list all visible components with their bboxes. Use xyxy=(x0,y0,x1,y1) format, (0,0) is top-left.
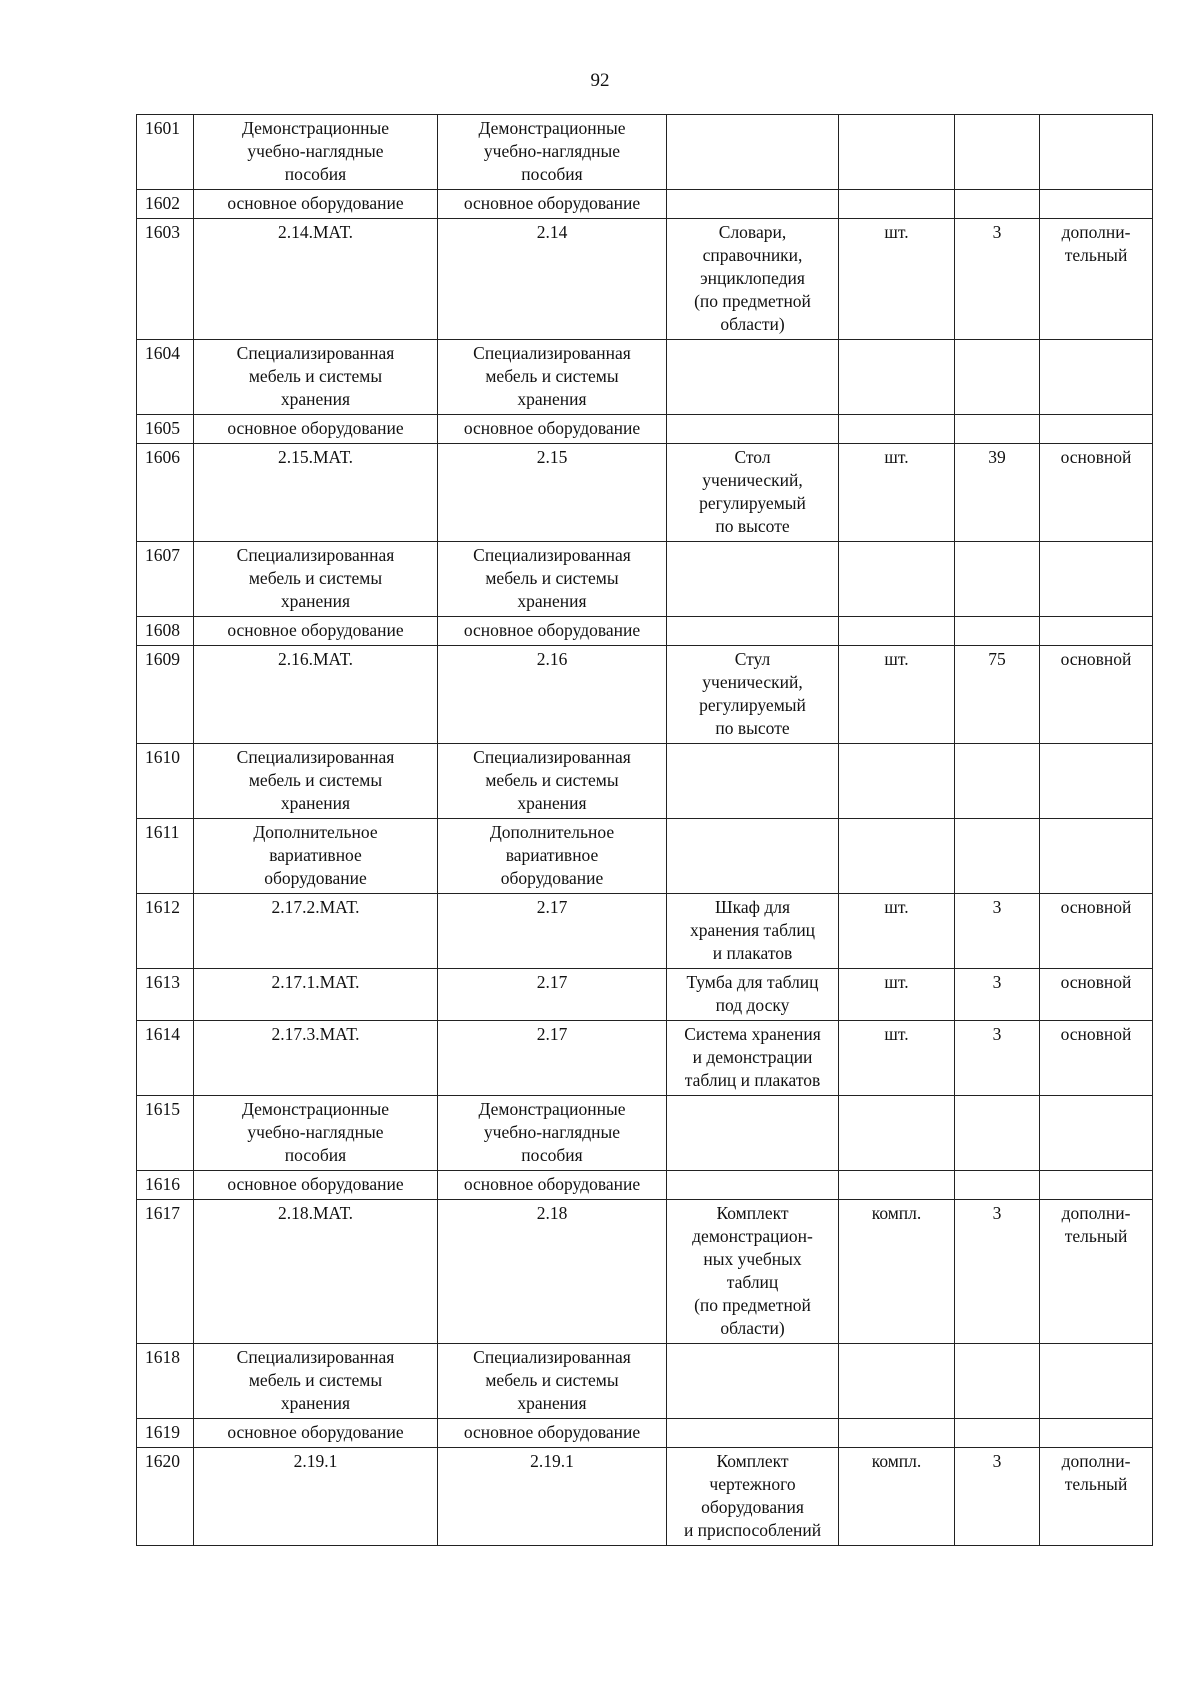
equipment-type-cell xyxy=(1040,744,1153,819)
equipment-type-cell: основной xyxy=(1040,969,1153,1021)
table-row xyxy=(137,340,1153,415)
unit-cell xyxy=(839,1096,955,1171)
unit-cell: шт. xyxy=(839,646,955,744)
equipment-type-cell xyxy=(1040,415,1153,444)
section-code-cell: 2.17.2.МАТ. xyxy=(194,894,438,969)
section-ref-cell: Специализированная мебель и системы хранения xyxy=(438,340,667,415)
table-row xyxy=(137,969,1153,1021)
row-number-cell: 1606 xyxy=(137,444,194,542)
section-ref-cell: основное оборудование xyxy=(438,1171,667,1200)
section-code-cell: 2.19.1 xyxy=(194,1448,438,1546)
equipment-type-cell xyxy=(1040,1419,1153,1448)
equipment-type-cell xyxy=(1040,1171,1153,1200)
unit-cell: компл. xyxy=(839,1200,955,1344)
section-ref-cell: 2.15 xyxy=(438,444,667,542)
row-number-cell: 1609 xyxy=(137,646,194,744)
row-number-cell: 1614 xyxy=(137,1021,194,1096)
row-number-cell: 1612 xyxy=(137,894,194,969)
row-number-cell: 1603 xyxy=(137,219,194,340)
section-code-cell: Дополнительное вариативное оборудование xyxy=(194,819,438,894)
quantity-cell xyxy=(955,340,1040,415)
quantity-cell: 3 xyxy=(955,1021,1040,1096)
item-name-cell: Стол ученический, регулируемый по высоте xyxy=(667,444,839,542)
section-code-cell: Специализированная мебель и системы хранения xyxy=(194,340,438,415)
item-name-cell: Стул ученический, регулируемый по высоте xyxy=(667,646,839,744)
equipment-table xyxy=(136,114,1153,1546)
equipment-type-cell: дополни- тельный xyxy=(1040,1200,1153,1344)
section-code-cell: Демонстрационные учебно-наглядные пособия xyxy=(194,115,438,190)
section-ref-cell: 2.14 xyxy=(438,219,667,340)
row-number-cell: 1617 xyxy=(137,1200,194,1344)
equipment-type-cell xyxy=(1040,819,1153,894)
equipment-type-cell: основной xyxy=(1040,894,1153,969)
table-row xyxy=(137,1448,1153,1546)
item-name-cell xyxy=(667,542,839,617)
section-code-cell: 2.16.МАТ. xyxy=(194,646,438,744)
table-row xyxy=(137,415,1153,444)
section-code-cell: Специализированная мебель и системы хранения xyxy=(194,542,438,617)
page-number: 92 xyxy=(590,70,610,91)
quantity-cell xyxy=(955,542,1040,617)
unit-cell xyxy=(839,190,955,219)
section-ref-cell: 2.18 xyxy=(438,1200,667,1344)
table-row xyxy=(137,744,1153,819)
table-row xyxy=(137,1419,1153,1448)
equipment-type-cell xyxy=(1040,617,1153,646)
row-number-cell: 1618 xyxy=(137,1344,194,1419)
section-code-cell: основное оборудование xyxy=(194,1419,438,1448)
unit-cell xyxy=(839,340,955,415)
section-code-cell: основное оборудование xyxy=(194,617,438,646)
equipment-type-cell xyxy=(1040,340,1153,415)
row-number-cell: 1601 xyxy=(137,115,194,190)
table-row xyxy=(137,115,1153,190)
section-code-cell: основное оборудование xyxy=(194,1171,438,1200)
item-name-cell xyxy=(667,1096,839,1171)
item-name-cell: Система хранения и демонстрации таблиц и плакатов xyxy=(667,1021,839,1096)
quantity-cell: 75 xyxy=(955,646,1040,744)
unit-cell: шт. xyxy=(839,444,955,542)
row-number-cell: 1604 xyxy=(137,340,194,415)
section-code-cell: основное оборудование xyxy=(194,415,438,444)
item-name-cell: Словари, справочники, энциклопедия (по предметной области) xyxy=(667,219,839,340)
quantity-cell xyxy=(955,744,1040,819)
table-row xyxy=(137,190,1153,219)
unit-cell xyxy=(839,1419,955,1448)
table-row xyxy=(137,617,1153,646)
unit-cell xyxy=(839,115,955,190)
equipment-type-cell xyxy=(1040,542,1153,617)
section-code-cell: Демонстрационные учебно-наглядные пособия xyxy=(194,1096,438,1171)
table-row xyxy=(137,542,1153,617)
unit-cell: шт. xyxy=(839,219,955,340)
row-number-cell: 1608 xyxy=(137,617,194,646)
quantity-cell xyxy=(955,617,1040,646)
row-number-cell: 1607 xyxy=(137,542,194,617)
unit-cell xyxy=(839,1171,955,1200)
unit-cell xyxy=(839,542,955,617)
item-name-cell xyxy=(667,1344,839,1419)
unit-cell xyxy=(839,744,955,819)
table-body xyxy=(137,115,1153,1546)
table-row xyxy=(137,894,1153,969)
section-code-cell: 2.15.МАТ. xyxy=(194,444,438,542)
equipment-type-cell: основной xyxy=(1040,444,1153,542)
equipment-type-cell xyxy=(1040,115,1153,190)
row-number-cell: 1615 xyxy=(137,1096,194,1171)
quantity-cell xyxy=(955,115,1040,190)
section-code-cell: 2.14.МАТ. xyxy=(194,219,438,340)
section-code-cell: 2.18.МАТ. xyxy=(194,1200,438,1344)
section-ref-cell: основное оборудование xyxy=(438,415,667,444)
section-ref-cell: Специализированная мебель и системы хранения xyxy=(438,542,667,617)
equipment-type-cell: дополни- тельный xyxy=(1040,219,1153,340)
quantity-cell: 3 xyxy=(955,894,1040,969)
row-number-cell: 1616 xyxy=(137,1171,194,1200)
table-row xyxy=(137,1171,1153,1200)
equipment-type-cell: дополни- тельный xyxy=(1040,1448,1153,1546)
section-ref-cell: Демонстрационные учебно-наглядные пособия xyxy=(438,115,667,190)
table-row xyxy=(137,646,1153,744)
quantity-cell xyxy=(955,190,1040,219)
section-ref-cell: 2.17 xyxy=(438,894,667,969)
section-code-cell: Специализированная мебель и системы хранения xyxy=(194,1344,438,1419)
quantity-cell xyxy=(955,1344,1040,1419)
quantity-cell: 3 xyxy=(955,969,1040,1021)
table-row xyxy=(137,1021,1153,1096)
quantity-cell xyxy=(955,819,1040,894)
item-name-cell xyxy=(667,1171,839,1200)
section-ref-cell: основное оборудование xyxy=(438,617,667,646)
item-name-cell xyxy=(667,340,839,415)
unit-cell: шт. xyxy=(839,1021,955,1096)
row-number-cell: 1610 xyxy=(137,744,194,819)
section-ref-cell: Дополнительное вариативное оборудование xyxy=(438,819,667,894)
unit-cell xyxy=(839,1344,955,1419)
quantity-cell xyxy=(955,415,1040,444)
equipment-type-cell xyxy=(1040,1344,1153,1419)
quantity-cell xyxy=(955,1171,1040,1200)
item-name-cell: Тумба для таблиц под доску xyxy=(667,969,839,1021)
section-code-cell: Специализированная мебель и системы хранения xyxy=(194,744,438,819)
equipment-type-cell xyxy=(1040,1096,1153,1171)
item-name-cell: Шкаф для хранения таблиц и плакатов xyxy=(667,894,839,969)
item-name-cell: Комплект демонстрацион- ных учебных таблиц (по предметной области) xyxy=(667,1200,839,1344)
row-number-cell: 1613 xyxy=(137,969,194,1021)
item-name-cell xyxy=(667,190,839,219)
item-name-cell: Комплект чертежного оборудования и приспособлений xyxy=(667,1448,839,1546)
table-row xyxy=(137,444,1153,542)
equipment-type-cell: основной xyxy=(1040,646,1153,744)
table-row xyxy=(137,819,1153,894)
item-name-cell xyxy=(667,819,839,894)
quantity-cell: 39 xyxy=(955,444,1040,542)
row-number-cell: 1605 xyxy=(137,415,194,444)
quantity-cell: 3 xyxy=(955,1448,1040,1546)
unit-cell xyxy=(839,819,955,894)
equipment-type-cell xyxy=(1040,190,1153,219)
unit-cell: шт. xyxy=(839,969,955,1021)
quantity-cell: 3 xyxy=(955,219,1040,340)
item-name-cell xyxy=(667,1419,839,1448)
quantity-cell xyxy=(955,1096,1040,1171)
equipment-type-cell: основной xyxy=(1040,1021,1153,1096)
unit-cell: компл. xyxy=(839,1448,955,1546)
section-code-cell: 2.17.3.МАТ. xyxy=(194,1021,438,1096)
section-ref-cell: 2.16 xyxy=(438,646,667,744)
section-ref-cell: Специализированная мебель и системы хранения xyxy=(438,1344,667,1419)
table-row xyxy=(137,219,1153,340)
quantity-cell: 3 xyxy=(955,1200,1040,1344)
section-ref-cell: 2.19.1 xyxy=(438,1448,667,1546)
quantity-cell xyxy=(955,1419,1040,1448)
section-ref-cell: 2.17 xyxy=(438,1021,667,1096)
table-row xyxy=(137,1344,1153,1419)
row-number-cell: 1611 xyxy=(137,819,194,894)
item-name-cell xyxy=(667,617,839,646)
table-row xyxy=(137,1096,1153,1171)
item-name-cell xyxy=(667,415,839,444)
row-number-cell: 1619 xyxy=(137,1419,194,1448)
unit-cell xyxy=(839,617,955,646)
section-ref-cell: основное оборудование xyxy=(438,190,667,219)
section-ref-cell: Демонстрационные учебно-наглядные пособия xyxy=(438,1096,667,1171)
row-number-cell: 1602 xyxy=(137,190,194,219)
row-number-cell: 1620 xyxy=(137,1448,194,1546)
section-ref-cell: основное оборудование xyxy=(438,1419,667,1448)
section-ref-cell: Специализированная мебель и системы хранения xyxy=(438,744,667,819)
section-code-cell: основное оборудование xyxy=(194,190,438,219)
table-row xyxy=(137,1200,1153,1344)
section-code-cell: 2.17.1.МАТ. xyxy=(194,969,438,1021)
item-name-cell xyxy=(667,744,839,819)
item-name-cell xyxy=(667,115,839,190)
unit-cell xyxy=(839,415,955,444)
section-ref-cell: 2.17 xyxy=(438,969,667,1021)
unit-cell: шт. xyxy=(839,894,955,969)
